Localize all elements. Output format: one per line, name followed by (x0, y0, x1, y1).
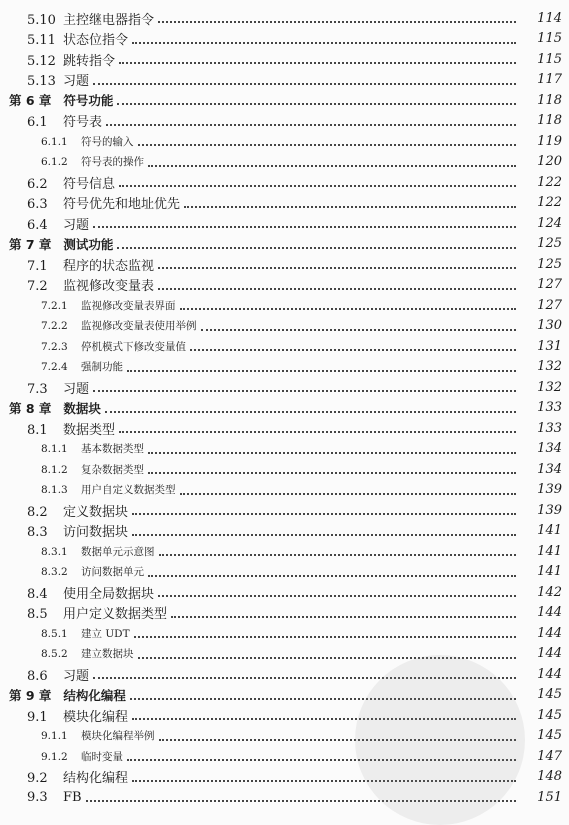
toc-number: 8.1.1 (41, 443, 68, 455)
toc-label (0, 646, 134, 661)
toc-number: 8.1.2 (41, 463, 68, 476)
toc-number: 6.1.1 (41, 135, 68, 148)
toc-label (0, 749, 123, 764)
toc-page-number: 144 (537, 625, 562, 641)
toc-section-row (0, 622, 569, 644)
toc-page-number: 141 (537, 543, 562, 559)
toc-chapter-row (0, 397, 569, 419)
toc-title: 结构化编程 (63, 687, 126, 703)
toc-section-row (0, 643, 569, 665)
toc-label (0, 462, 144, 477)
toc-leader-dots (201, 329, 517, 331)
toc-label (0, 626, 130, 641)
toc-leader-dots (93, 83, 516, 85)
toc-title: 监视修改变量表 (63, 279, 155, 294)
toc-number: 8.1 (27, 422, 48, 438)
toc-number: 7.2.4 (41, 361, 68, 373)
toc-section-row (0, 315, 569, 337)
toc-page-number: 147 (537, 748, 562, 764)
toc-number: 第 7 章 (9, 236, 52, 252)
toc-leader-dots (148, 165, 516, 167)
toc-label (0, 665, 89, 684)
toc-number: 7.2.1 (41, 299, 68, 312)
toc-leader-dots (148, 575, 516, 577)
toc-label (0, 544, 155, 559)
toc-title: FB (63, 789, 82, 805)
toc-title: 符号信息 (63, 176, 116, 192)
watermark-stamp (355, 655, 525, 825)
toc-number: 5.13 (27, 74, 56, 89)
toc-page-number: 134 (537, 461, 562, 477)
toc-page-number: 145 (537, 728, 562, 743)
toc-leader-dots (158, 267, 516, 269)
toc-number: 8.5 (27, 607, 48, 622)
toc-section-row (0, 356, 569, 378)
toc-title: 建立数据块 (81, 648, 134, 660)
toc-page-number: 125 (537, 236, 562, 251)
toc-section-row (0, 274, 569, 296)
toc-leader-dots (117, 103, 516, 105)
toc-title: 强制功能 (81, 361, 123, 373)
toc-label (0, 501, 128, 520)
toc-label (0, 9, 154, 28)
toc-label (0, 193, 180, 212)
toc-page-number: 117 (537, 72, 562, 87)
toc-page-number: 142 (537, 584, 562, 600)
toc-page-number: 144 (537, 605, 562, 620)
toc-label (0, 521, 128, 540)
toc-label (0, 70, 89, 89)
toc-leader-dots (148, 472, 516, 474)
toc-label (0, 318, 197, 333)
toc-title: 结构化编程 (63, 771, 129, 786)
toc-leader-dots (159, 554, 517, 556)
toc-page-number: 151 (537, 789, 562, 805)
toc-leader-dots (171, 616, 516, 618)
toc-section-row (0, 212, 569, 234)
toc-title: 基本数据类型 (81, 443, 144, 455)
toc-page-number: 130 (537, 318, 562, 333)
toc-leader-dots (158, 288, 516, 290)
toc-section-row (0, 479, 569, 501)
toc-number: 6.3 (27, 197, 48, 212)
toc-title: 习题 (63, 74, 90, 89)
toc-number: 7.2.3 (41, 340, 68, 353)
toc-number: 9.1.1 (41, 730, 68, 742)
toc-label (0, 154, 144, 169)
toc-label (0, 359, 123, 374)
toc-leader-dots (180, 308, 517, 310)
toc-page-number: 148 (537, 769, 562, 784)
toc-label (0, 134, 134, 149)
toc-title: 访问数据单元 (81, 566, 144, 578)
toc-leader-dots (158, 595, 516, 597)
toc-number: 7.2 (27, 279, 48, 294)
toc-title: 数据类型 (63, 422, 116, 438)
toc-page-number: 134 (537, 441, 562, 456)
toc-page-number: 133 (537, 400, 562, 415)
toc-label (0, 441, 144, 456)
toc-label (0, 91, 113, 109)
toc-page-number: 127 (537, 277, 562, 292)
toc-section-row (0, 253, 569, 275)
toc-section-row (0, 417, 569, 439)
toc-label (0, 298, 176, 313)
toc-title: 建立 UDT (81, 627, 130, 640)
toc-section-row (0, 376, 569, 398)
toc-leader-dots (117, 247, 516, 249)
toc-page-number: 144 (537, 666, 562, 682)
toc-section-row (0, 171, 569, 193)
toc-number: 5.12 (27, 53, 56, 69)
toc-number: 8.3 (27, 525, 48, 540)
toc-number: 7.3 (27, 381, 48, 397)
toc-title: 用户自定义数据类型 (81, 484, 176, 496)
toc-section-row (0, 69, 569, 91)
toc-title: 符号表 (63, 115, 103, 130)
toc-section-row (0, 499, 569, 521)
toc-leader-dots (158, 21, 516, 23)
toc-section-row (0, 28, 569, 50)
toc-title: 习题 (63, 668, 90, 684)
toc-number: 8.2 (27, 504, 48, 520)
toc-leader-dots (190, 349, 516, 351)
toc-leader-dots (184, 206, 516, 208)
toc-page-number: 145 (537, 687, 562, 702)
toc-page-number: 115 (537, 51, 562, 67)
toc-number: 6.1.2 (41, 156, 68, 168)
toc-leader-dots (132, 534, 516, 536)
toc-title: 复杂数据类型 (81, 463, 144, 476)
toc-section-row (0, 48, 569, 70)
toc-section-row (0, 192, 569, 214)
toc-page-number: 122 (537, 195, 562, 210)
toc-label (0, 790, 82, 805)
toc-leader-dots (93, 226, 516, 228)
toc-page-number: 118 (537, 113, 562, 128)
toc-title: 使用全局数据块 (63, 586, 155, 602)
toc-title: 临时变量 (81, 750, 123, 763)
toc-number: 7.2.2 (41, 320, 68, 332)
toc-title: 访问数据块 (63, 525, 129, 540)
toc-section-row (0, 602, 569, 624)
toc-section-row (0, 540, 569, 562)
toc-title: 跳转指令 (63, 53, 116, 69)
toc-title: 习题 (63, 381, 90, 397)
toc-page-number: 119 (537, 133, 562, 149)
toc-leader-dots (180, 493, 517, 495)
toc-number: 7.1 (27, 258, 48, 274)
toc-title: 状态位指令 (63, 33, 129, 48)
toc-label (0, 275, 154, 294)
toc-number: 8.1.3 (41, 484, 68, 496)
toc-title: 习题 (63, 217, 90, 233)
toc-page-number: 131 (537, 338, 562, 354)
toc-leader-dots (138, 144, 517, 146)
toc-number: 5.10 (27, 12, 56, 28)
toc-leader-dots (134, 636, 516, 638)
toc-page-number: 144 (537, 646, 562, 661)
toc-page-number: 132 (537, 359, 562, 374)
toc-title: 停机模式下修改变量值 (81, 340, 186, 353)
toc-page-number: 118 (537, 92, 562, 108)
toc-number: 6.2 (27, 176, 48, 192)
toc-label (0, 399, 101, 417)
toc-leader-dots (132, 42, 516, 44)
toc-section-row (0, 581, 569, 603)
toc-section-row (0, 130, 569, 152)
toc-number: 第 8 章 (9, 400, 52, 416)
toc-number: 6.1 (27, 115, 48, 130)
toc-page-number: 125 (537, 256, 562, 272)
toc-leader-dots (105, 411, 516, 413)
toc-number: 8.5.1 (41, 627, 68, 640)
toc-number: 9.1.2 (41, 750, 68, 763)
toc-leader-dots (119, 62, 516, 64)
toc-page-number: 139 (537, 502, 562, 518)
toc-section-row (0, 438, 569, 460)
toc-label (0, 378, 89, 397)
toc-chapter-row (0, 233, 569, 255)
toc-section-row (0, 520, 569, 542)
toc-title: 符号的输入 (81, 135, 134, 148)
toc-label (0, 686, 126, 704)
toc-label (0, 235, 113, 253)
toc-number: 8.4 (27, 586, 48, 602)
toc-label (0, 564, 144, 579)
toc-label (0, 603, 167, 622)
toc-page-number: 132 (537, 379, 562, 395)
toc-title: 监视修改变量表界面 (81, 299, 176, 312)
toc-label (0, 29, 128, 48)
toc-number: 8.5.2 (41, 648, 68, 660)
toc-label (0, 111, 102, 130)
toc-number: 8.3.1 (41, 545, 68, 558)
toc-title: 程序的状态监视 (63, 258, 155, 274)
toc-leader-dots (93, 390, 516, 392)
toc-label (0, 706, 128, 725)
toc-section-row (0, 561, 569, 583)
toc-section-row (0, 458, 569, 480)
toc-label (0, 728, 155, 743)
toc-title: 模块化编程 (63, 709, 129, 725)
toc-page-number: 120 (537, 154, 562, 169)
toc-chapter-row (0, 89, 569, 111)
toc-page-number: 124 (537, 215, 562, 231)
toc-page-number: 139 (537, 482, 562, 497)
toc-number: 9.1 (27, 709, 48, 725)
toc-page-number: 115 (537, 31, 562, 46)
toc-page-number: 114 (537, 10, 562, 26)
toc-title: 测试功能 (63, 236, 114, 252)
toc-number: 9.3 (27, 789, 48, 805)
toc-page-number: 122 (537, 174, 562, 190)
toc-label (0, 173, 115, 192)
toc-number: 第 9 章 (9, 687, 52, 703)
toc-number: 6.4 (27, 217, 48, 233)
toc-label (0, 50, 115, 69)
toc-section-row (0, 335, 569, 357)
toc-title: 数据块 (63, 400, 101, 416)
toc-title: 符号优先和地址优先 (63, 197, 181, 212)
toc-label (0, 255, 154, 274)
toc-leader-dots (148, 452, 516, 454)
toc-page-number: 127 (537, 297, 562, 313)
toc-title: 数据单元示意图 (81, 545, 155, 558)
toc-section-row (0, 294, 569, 316)
toc-number: 8.3.2 (41, 566, 68, 578)
toc-title: 模块化编程举例 (81, 730, 155, 742)
toc-title: 定义数据块 (63, 504, 129, 520)
toc-label (0, 339, 186, 354)
toc-number: 8.6 (27, 668, 48, 684)
toc-title: 监视修改变量表使用举例 (81, 320, 197, 332)
toc-label (0, 767, 128, 786)
toc-leader-dots (106, 124, 516, 126)
toc-label (0, 214, 89, 233)
toc-number: 第 6 章 (9, 93, 52, 108)
toc-label (0, 583, 154, 602)
toc-page-number: 141 (537, 564, 562, 579)
toc-page-number: 145 (537, 707, 562, 723)
toc-number: 9.2 (27, 771, 48, 786)
toc-label (0, 482, 176, 497)
toc-section-row (0, 110, 569, 132)
toc-page-number: 141 (537, 523, 562, 538)
toc-leader-dots (127, 370, 516, 372)
toc-section-row (0, 151, 569, 173)
toc-title: 符号表的操作 (81, 156, 144, 168)
toc-leader-dots (132, 513, 516, 515)
toc-title: 用户定义数据类型 (63, 607, 168, 622)
toc-leader-dots (119, 431, 516, 433)
toc-title: 符号功能 (63, 93, 114, 108)
toc-leader-dots (119, 185, 516, 187)
toc-number: 5.11 (27, 33, 56, 48)
toc-page-number: 133 (537, 420, 562, 436)
toc-label (0, 419, 115, 438)
toc-title: 主控继电器指令 (63, 12, 155, 28)
toc-section-row (0, 7, 569, 29)
